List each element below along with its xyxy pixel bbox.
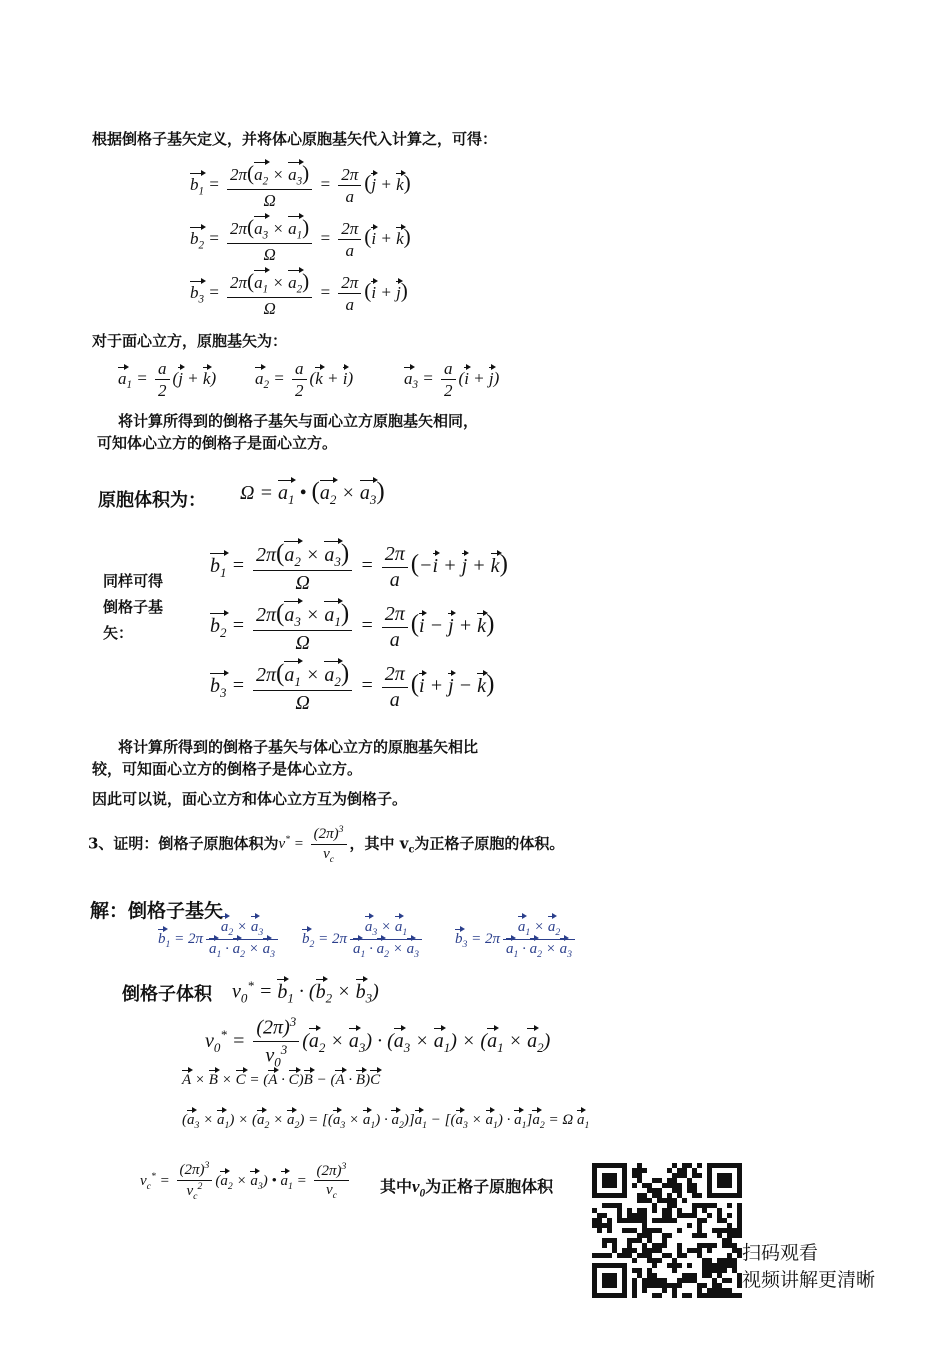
qr-caption-line1: 扫码观看 <box>742 1242 819 1264</box>
conclusion1-line1: 将计算所得到的倒格子基矢与面心立方原胞基矢相同， <box>118 412 479 430</box>
problem3-sub: c <box>408 844 415 856</box>
final-note-prefix: 其中 <box>380 1177 413 1196</box>
conclusion2-line2: 较，可知面心立方的倒格子是体心立方。 <box>92 760 363 778</box>
problem3-suffix: ，其中 v <box>349 834 409 853</box>
solution-heading: 解：倒格子基矢 <box>90 900 224 922</box>
intro-text: 根据倒格子基矢定义，并将体心原胞基矢代入计算之，可得： <box>92 130 498 148</box>
reciprocal-volume-expansion: $v_0^*$ = $\frac{(2\pi)^3}{v_0^3}$ $(a_2 \times a_3) \cdot (a_3 \times a_1) \times (a_1 \times a_2)$ <box>205 1014 551 1070</box>
qr-code[interactable] <box>592 1163 742 1298</box>
similarly-line3: 矢： <box>103 624 134 642</box>
final-note: 其中$v_0$为正格子原胞体积 <box>380 1177 554 1200</box>
cell-volume-label: 原胞体积为： <box>98 490 206 511</box>
fcc-a2-formula: $a_2$ = $\frac{a}{2}$ (k + i) <box>255 359 354 401</box>
bcc-b3-formula: $b_3$ = $\frac{2\pi(a_1 \times a_2)}{\Omega}$ = $\frac{2\pi}{a}$ (i + j) <box>190 269 408 319</box>
similarly-line1: 同样可得 <box>103 572 164 590</box>
cell-volume-formula: $\Omega = a_1$ • $(a_2 \times a_3)$ <box>240 478 385 507</box>
recip-b2-formula: $b_2 = 2\pi$ $\frac{a_3 \times a_1}{a_1 \cdot a_2 \times a_3}$ <box>302 918 425 961</box>
recip-b1-formula: $b_1 = 2\pi$ $\frac{a_2 \times a_3}{a_1 \cdot a_2 \times a_3}$ <box>158 918 281 961</box>
problem3-statement: 3、证明：倒格子原胞体积为v* = $\frac{(2\pi)^3}{v_c}$ ，其中 $v_c$为正格子原胞的体积。 <box>88 824 565 865</box>
conclusion2-line1: 将计算所得到的倒格子基矢与体心立方的原胞基矢相比 <box>118 738 479 756</box>
fcc-a3-formula: $a_3$ = $\frac{a}{2}$ (i + j) <box>404 359 500 401</box>
identity-application: $(a_3 \times a_1) \times (a_2 \times a_2) = [(a_3 \times a_1) \cdot a_2)]a_1 - [(a_3 \times a_1) \cdot a_1]a_2 = \Omega$ $a_1$ <box>182 1112 590 1131</box>
reciprocal-volume-label: 倒格子体积 <box>122 984 212 1005</box>
final-note-suffix: 为正格子原胞体积 <box>425 1177 554 1196</box>
problem3-end: 为正格子原胞的体积。 <box>414 834 565 853</box>
qr-caption-line2: 视频讲解更清晰 <box>742 1269 876 1291</box>
fcc-b2-formula: $b_2$ = $\frac{2\pi(a_3 \times a_1)}{\Omega}$ = $\frac{2\pi}{a}$ (i − j + k) <box>210 600 495 655</box>
triple-product-identity: A × B × C = (A · C)B − (A · B)C <box>182 1072 381 1088</box>
conclusion3: 因此可以说，面心立方和体心立方互为倒格子。 <box>92 790 408 808</box>
conclusion1-line2: 可知体心立方的倒格子是面心立方。 <box>97 434 338 452</box>
fcc-primitive-text: 对于面心立方，原胞基矢为： <box>92 332 288 350</box>
reciprocal-volume-def: $v_0^* = b_1 \cdot (b_2 \times b_3)$ <box>232 978 379 1006</box>
fcc-b3-formula: $b_3$ = $\frac{2\pi(a_1 \times a_2)}{\Omega}$ = $\frac{2\pi}{a}$ (i + j − k) <box>210 660 495 715</box>
fcc-a1-formula: $a_1$ = $\frac{a}{2}$ (j + k) <box>118 359 217 401</box>
qr-caption <box>742 1240 875 1294</box>
recip-b3-formula: $b_3 = 2\pi$ $\frac{a_1 \times a_2}{a_1 \cdot a_2 \times a_3}$ <box>455 918 578 961</box>
similarly-line2: 倒格子基 <box>103 598 164 616</box>
bcc-b2-formula: $b_2$ = $\frac{2\pi(a_3 \times a_1)}{\Omega}$ = $\frac{2\pi}{a}$ (i + k) <box>190 215 411 265</box>
problem3-prefix: 3、证明：倒格子原胞体积为 <box>88 834 279 853</box>
bcc-b1-formula: $b_1$ = $\frac{2\pi(a_2 \times a_3)}{\Omega}$ = $\frac{2\pi}{a}$ (j + k) <box>190 161 411 211</box>
fcc-b1-formula: $b_1$ = $\frac{2\pi(a_2 \times a_3)}{\Omega}$ = $\frac{2\pi}{a}$ (−i + j + k) <box>210 540 508 595</box>
final-volume-formula: $v_c^*$ = $\frac{(2\pi)^3}{v_c^2}$ $(a_2 \times a_3)$ • $a_1$ = $\frac{(2\pi)^3}{v_c}$ <box>140 1160 352 1203</box>
